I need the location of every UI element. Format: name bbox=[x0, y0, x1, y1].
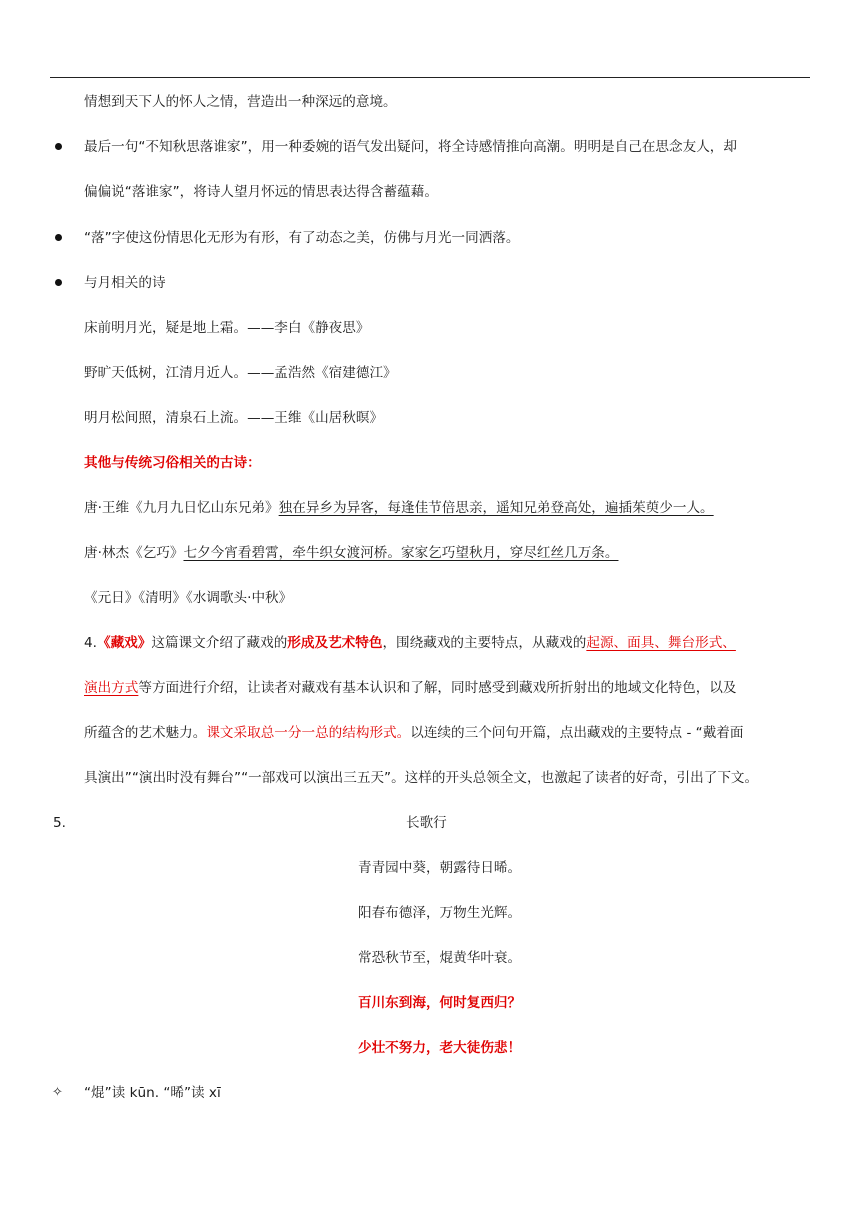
section-text: ，围绕藏戏的主要特点，从藏戏的 bbox=[382, 635, 587, 651]
poem-source: 唐·王维《九月九日忆山东兄弟》 bbox=[84, 500, 279, 516]
moon-poem: 明月松间照，清泉石上流。——王维《山居秋暝》 bbox=[84, 410, 384, 426]
section-text: 以连续的三个问句开篇，点出藏戏的主要特点 - “戴着面 bbox=[410, 725, 744, 741]
poem-line-highlight: 少壮不努力，老大徒伤悲！ bbox=[358, 1040, 522, 1056]
section-text: 这篇课文介绍了藏戏的 bbox=[151, 635, 288, 651]
bullet-text-line: 与月相关的诗 bbox=[84, 275, 166, 291]
paragraph-continuation: 情想到天下人的怀人之情，营造出一种深远的意境。 bbox=[84, 94, 397, 110]
other-titles: 《元日》《清明》《水调歌头·中秋》 bbox=[84, 590, 293, 606]
diamond-bullet-icon: ✧ bbox=[52, 1085, 63, 1100]
section-4-line bbox=[84, 634, 736, 652]
section-text: 所蕴含的艺术魅力。 bbox=[84, 725, 207, 741]
bullet-text-line: 最后一句“不知秋思落谁家”，用一种委婉的语气发出疑问，将全诗感情推向高潮。明明是自己在思念友人，却 bbox=[84, 139, 737, 155]
section-title: 《藏戏》 bbox=[96, 635, 152, 651]
highlight: 形成及艺术特色 bbox=[287, 635, 383, 651]
highlight: 课文采取总一分一总的结构形式。 bbox=[206, 725, 411, 741]
header-rule bbox=[50, 77, 810, 78]
other-poems-heading: 其他与传统习俗相关的古诗： bbox=[84, 455, 261, 471]
poem-text: 七夕今宵看碧霄，牵牛织女渡河桥。家家乞巧望秋月，穿尽红丝几万条。 bbox=[183, 545, 619, 561]
highlight-underlined: 演出方式 bbox=[84, 680, 139, 696]
tang-poem-line bbox=[84, 544, 618, 562]
section-4-line bbox=[84, 679, 737, 697]
tang-poem-line bbox=[84, 499, 714, 517]
section-4-line: 具演出”“演出时没有舞台”“一部戏可以演出三五天”。这样的开头总领全文，也激起了读者的好奇，引出了下文。 bbox=[84, 770, 759, 786]
highlight-underlined: 起源、面具、舞台形式、 bbox=[586, 635, 736, 651]
poem-source: 唐·林杰《乞巧》 bbox=[84, 545, 184, 561]
bullet-dot-icon bbox=[55, 234, 62, 241]
section-number: 4. bbox=[84, 635, 97, 651]
bullet-dot-icon bbox=[55, 143, 62, 150]
poem-line: 常恐秋节至，焜黄华叶衰。 bbox=[358, 950, 522, 966]
poem-line-highlight: 百川东到海，何时复西归？ bbox=[358, 995, 522, 1011]
bullet-dot-icon bbox=[55, 279, 62, 286]
poem-text: 独在异乡为异客，每逢佳节倍思亲，遥知兄弟登高处，遍插茱萸少一人。 bbox=[278, 500, 714, 516]
section-text: 等方面进行介绍，让读者对藏戏有基本认识和了解，同时感受到藏戏所折射出的地域文化特色，以及 bbox=[138, 680, 737, 696]
moon-poem: 野旷天低树，江清月近人。——孟浩然《宿建德江》 bbox=[84, 365, 397, 381]
bullet-text-line: 偏偏说“落谁家”，将诗人望月怀远的情思表达得含蓄蕴藉。 bbox=[84, 184, 438, 200]
moon-poem: 床前明月光，疑是地上霜。——李白《静夜思》 bbox=[84, 320, 370, 336]
poem-line: 青青园中葵，朝露待日晞。 bbox=[358, 860, 522, 876]
bullet-text-line: “落”字使这份情思化无形为有形，有了动态之美，仿佛与月光一同洒落。 bbox=[84, 230, 520, 246]
section-number: 5. bbox=[53, 815, 66, 831]
poem-line: 阳春布德泽，万物生光辉。 bbox=[358, 905, 522, 921]
pronunciation-note: “焜”读 kūn. “晞”读 xī bbox=[84, 1085, 221, 1101]
section-4-line bbox=[84, 724, 744, 742]
poem-title: 长歌行 bbox=[406, 815, 447, 831]
